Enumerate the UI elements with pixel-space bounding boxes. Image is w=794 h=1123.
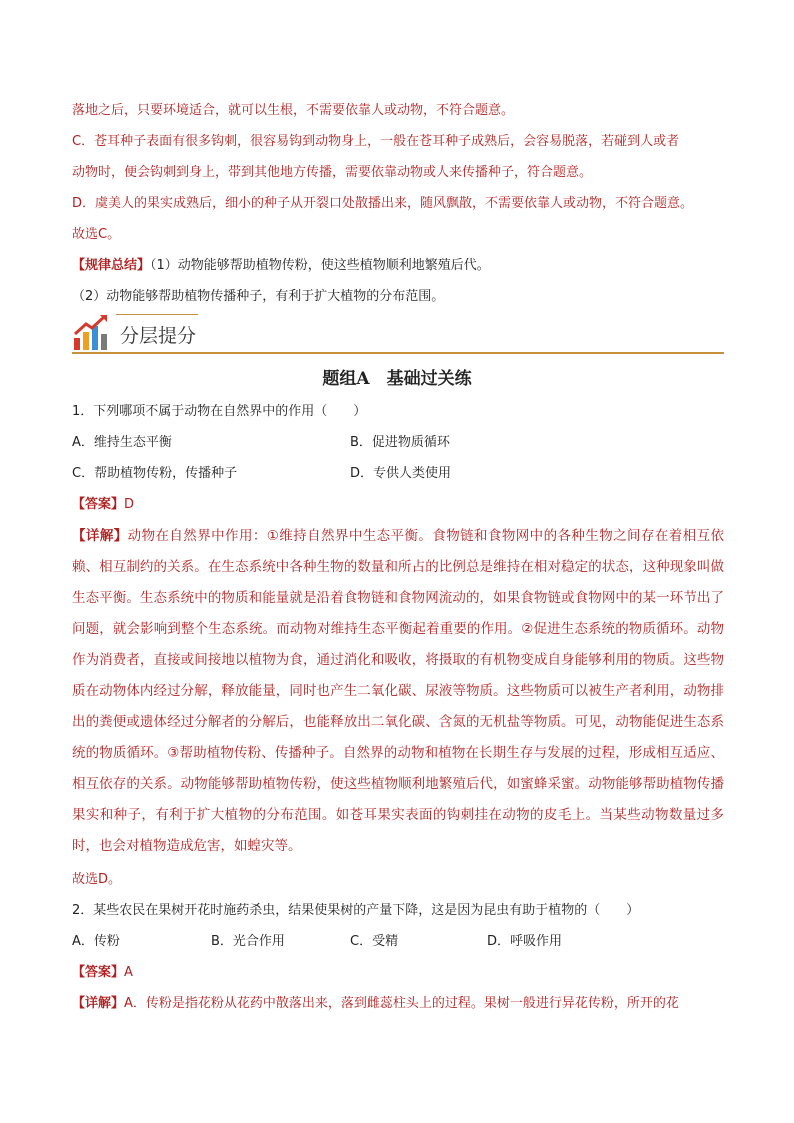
text-line: C．苍耳种子表面有很多钩刺，很容易钩到动物身上，一般在苍耳种子成熟后，会容易脱落，若碰到人或者 [72, 134, 680, 149]
text-line: 故选C。 [72, 227, 121, 242]
answer-tag: 【答案】 [72, 965, 125, 980]
summary-line-2: （2）动物能够帮助植物传播种子，有利于扩大植物的分布范围。 [72, 289, 445, 304]
summary-text-1: （1）动物能够帮助植物传粉，使这些植物顺利地繁殖后代。 [150, 258, 490, 273]
q2-option-a: A．传粉 [72, 934, 120, 949]
group-title: 题组A 基础过关练 [322, 369, 472, 389]
q1-answer-line [72, 495, 134, 515]
header-accent-line [116, 314, 198, 315]
q1-answer: D [124, 497, 135, 512]
detail-tag: 【详解】 [72, 528, 128, 544]
detail-tag: 【详解】 [72, 996, 125, 1011]
q1-option-a: A．维持生态平衡 [72, 435, 172, 450]
text-line: 动物时，便会钩刺到身上，带到其他地方传播，需要依靠动物或人来传播种子，符合题意。 [72, 165, 593, 180]
question-1-stem: 1．下列哪项不属于动物在自然界中的作用（ ） [72, 404, 367, 419]
q2-answer: A [124, 965, 133, 980]
q1-conclusion: 故选D。 [72, 872, 122, 887]
q1-option-d: D．专供人类使用 [350, 466, 452, 481]
section-heading: 分层提分 [120, 325, 197, 347]
question-2-stem: 2．某些农民在果树开花时施药杀虫，结果使果树的产量下降，这是因为昆虫有助于植物的（ ） [72, 903, 640, 918]
q2-option-b: B．光合作用 [211, 934, 285, 949]
summary-line-1 [72, 256, 490, 276]
q2-option-c: C．受精 [350, 934, 399, 949]
q1-option-c: C．帮助植物传粉，传播种子 [72, 466, 238, 481]
text-line: D．虞美人的果实成熟后，细小的种子从开裂口处散播出来，随风飘散，不需要依靠人或动物，不符合题意。 [72, 196, 694, 211]
q2-answer-line [72, 963, 133, 983]
summary-tag: 【规律总结】 [72, 258, 151, 273]
q1-option-b: B．促进物质循环 [350, 435, 450, 450]
q1-detail-text: 动物在自然界中作用：①维持自然界中生态平衡。食物链和食物网中的各种生物之间存在着相互依赖、相互制约的关系。在生态系统中各种生物的数量和所占的比例总是维持在相对稳定的状态，这种现象叫做生态平衡。生态系统中的物质和能量就是沿着食物链和食物网流动的，如果食物链或食物网中的某一环节出了问题，就会影响到整个生态系统。而动物对维持生态平衡起着重要的作用。②促进生态系统的物质循环。动物作为消费者，直接或间接地以植物为食，通过消化和吸收，将摄取的有机物变成自身能够利用的物质。这些物质在动物体内经过分解，释放能量，同时也产生二氧化碳、尿液等物质。这些物质可以被生产者利用，动物排出的粪便或遗体经过分解者的分解后，也能释放出二氧化碳、含氮的无机盐等物质。可见，动物能促进生态系统的物质循环。③帮助植物传粉、传播种子。自然界的动物和植物在长期生存与发展的过程，形成相互适应、相互依存的关系。动物能够帮助植物传粉，使这些植物顺利地繁殖后代，如蜜蜂采蜜。动物能够帮助植物传播果实和种子，有利于扩大植物的分布范围。如苍耳果实表面的钩刺挂在动物的皮毛上。当某些动物数量过多时，也会对植物造成危害，如蝗灾等。 [72, 528, 725, 854]
section-header [72, 312, 724, 354]
q2-detail [72, 994, 679, 1014]
q1-detail [72, 521, 724, 862]
text-line: 落地之后，只要环境适合，就可以生根，不需要依靠人或动物，不符合题意。 [72, 103, 515, 118]
header-divider [72, 352, 724, 354]
answer-tag: 【答案】 [72, 497, 125, 512]
bar-chart-arrow-icon [72, 312, 110, 352]
q2-option-d: D．呼吸作用 [487, 934, 563, 949]
q2-detail-text: A．传粉是指花粉从花药中散落出来，落到雌蕊柱头上的过程。果树一般进行异花传粉，所开的花 [124, 996, 679, 1011]
